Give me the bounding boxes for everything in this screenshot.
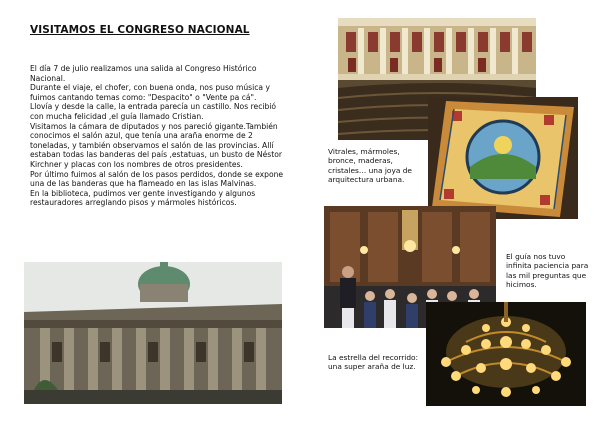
congress-exterior-photo	[24, 262, 282, 404]
paragraph: Por último fuimos al salón de los pasos perdidos, donde se expone una de las banderas que ha flameado en las islas Malvinas.	[30, 169, 284, 189]
stained-glass-photo	[428, 97, 578, 219]
caption-chandelier: La estrella del recorrido: una super araña de luz.	[328, 353, 419, 372]
paragraph: En la biblioteca, pudimos ver gente investigando y algunos restauradores arreglando pisos y mármoles históricos.	[30, 188, 256, 208]
paragraph: Llovía y desde la calle, la entrada parecía un castillo. Nos recibió con mucha felicidad ,el guía llamado Cristian.	[30, 102, 277, 121]
caption-stained-glass: Vitrales, mármoles, bronce, maderas, cristales… una joya de arquitectura urbana.	[328, 147, 412, 185]
paragraph: Visitamos la cámara de diputados y nos pareció gigante.También conocimos el salón azul, que tenía una araña enorme de 2 toneladas, y también observamos el salón de las provincias. Allí estaban todas las banderas del país ,estatuas, un busto de Néstor Kirchner y placas con los nombres de otros presidentes.	[30, 121, 282, 169]
paragraph: El día 7 de julio realizamos una salida al Congreso Histórico Nacional.	[30, 64, 257, 83]
page-title: VISITAMOS EL CONGRESO NACIONAL	[30, 24, 250, 36]
article-body	[30, 64, 292, 208]
caption-guide: El guía nos tuvo infinita paciencia para las mil preguntas que hicimos.	[506, 252, 589, 290]
chandelier-photo	[426, 302, 586, 406]
paragraph: Durante el viaje, el chofer, con buena onda, nos puso música y fuimos cantando temas como: "Despacito" o "Vente pa cá".	[30, 83, 270, 102]
